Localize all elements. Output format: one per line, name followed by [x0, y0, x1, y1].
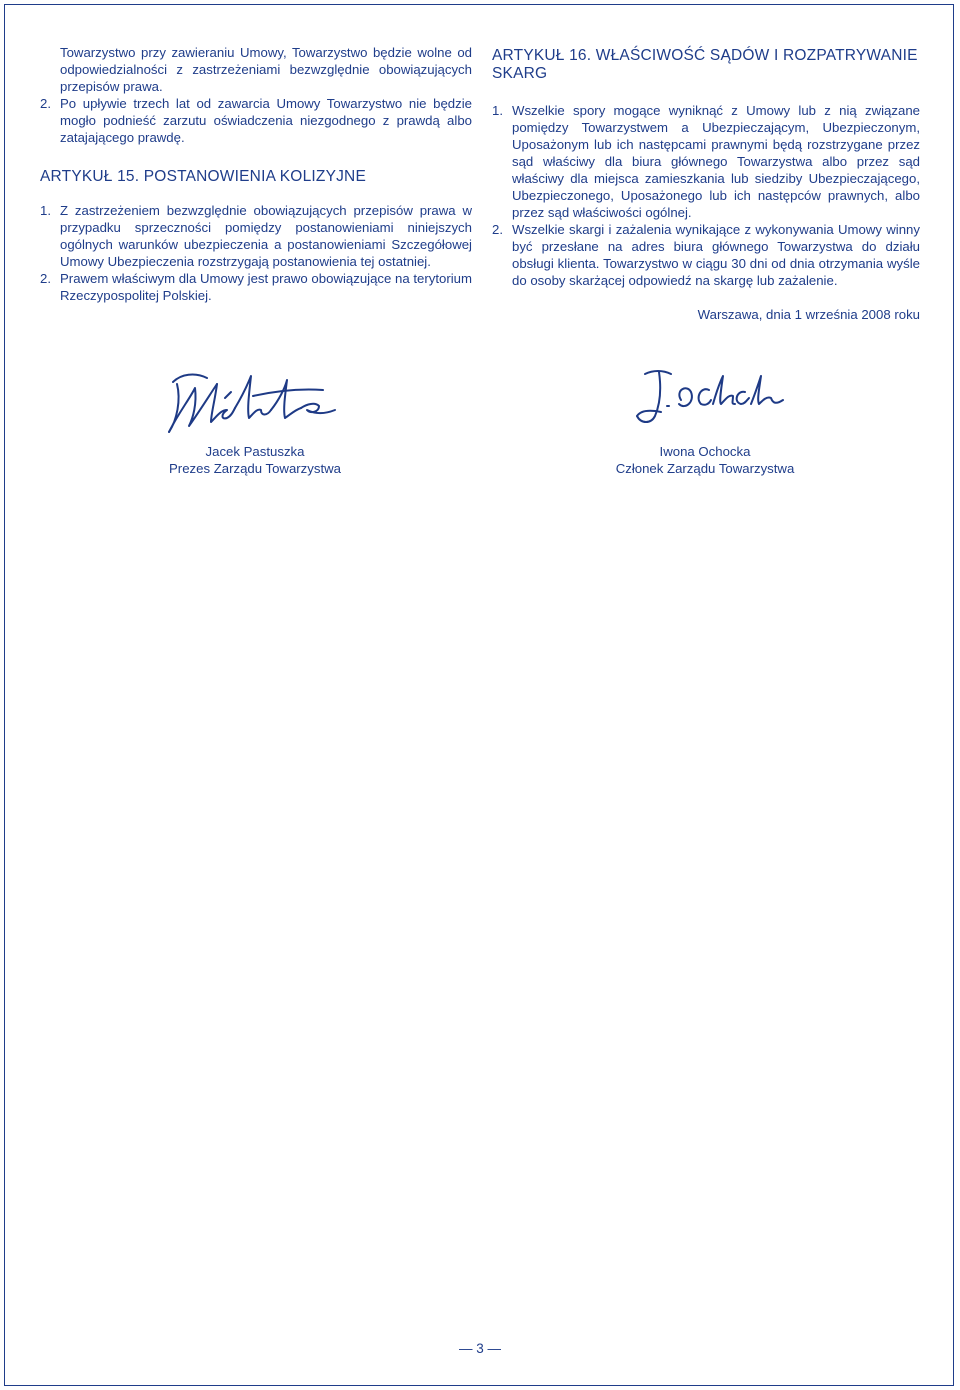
left-column	[40, 44, 472, 304]
article-16-heading: ARTYKUŁ 16. WŁAŚCIWOŚĆ SĄDÓW I ROZPATRYWANIE SKARG	[492, 47, 918, 82]
signature-jacek-pastuszka	[155, 360, 355, 442]
list-item-number: 2.	[40, 96, 51, 111]
article-16-list	[492, 102, 920, 289]
article-15-heading: ARTYKUŁ 15. POSTANOWIENIA KOLIZYJNE	[40, 168, 366, 185]
signature-block-right	[600, 360, 810, 477]
list-item-text: Prawem właściwym dla Umowy jest prawo obowiązujące na terytorium Rzeczypospolitej Polskiej.	[60, 271, 472, 303]
list-item	[492, 102, 920, 221]
list-item-number: 1.	[492, 103, 503, 118]
list-item	[40, 95, 472, 146]
list-item	[492, 221, 920, 289]
page-number: — 3 —	[458, 1341, 501, 1356]
list-item-text: Z zastrzeżeniem bezwzględnie obowiązujących przepisów prawa w przypadku sprzeczności pomiędzy postanowieniami niniejszych ogólnych warunków ubezpieczenia a postanowieniami Szczegółowej Umowy Ubezpieczenia rozstrzygają postanowienia tej ostatniej.	[60, 203, 472, 269]
list-item-text: Wszelkie spory mogące wyniknąć z Umowy lub z nią związane pomiędzy Towarzystwem a Ubezpieczającym, Ubezpieczonym, Uposażonym lub ich następcami prawnymi będą rozstrzygane przez sąd właściwy dla biura głównego Towarzystwa albo przez sąd właściwy dla miejsca zamieszkania lub siedziby Ubezpieczającego, Ubezpieczonego, Uposażonego lub ich następców prawnych, albo przez sąd właściwości ogólnej.	[512, 103, 920, 220]
date-line: Warszawa, dnia 1 września 2008 roku	[697, 307, 920, 322]
right-column	[492, 44, 920, 323]
signature-block-left	[150, 360, 360, 477]
list-item-text: Wszelkie skargi i zażalenia wynikające z wykonywania Umowy winny być przesłane na adres biura głównego Towarzystwa do działu obsługi klienta. Towarzystwo w ciągu 30 dni od dnia otrzymania wyśle do osoby skarżącej odpowiedź na skargę lub zażalenie.	[512, 222, 920, 288]
signatory-title: Prezes Zarządu Towarzystwa	[169, 461, 341, 476]
signatory-name: Iwona Ochocka	[659, 444, 751, 459]
list-item-number: 2.	[492, 222, 503, 237]
list-item	[40, 270, 472, 304]
list-item	[40, 202, 472, 270]
list-item-number: 1.	[40, 203, 51, 218]
signatory-title: Członek Zarządu Towarzystwa	[615, 461, 795, 476]
signature-iwona-ochocka	[605, 360, 805, 442]
signatory-name: Jacek Pastuszka	[205, 444, 305, 459]
continued-paragraph: Towarzystwo przy zawieraniu Umowy, Towarzystwo będzie wolne od odpowiedzialności z zastrzeżeniami bezwzględnie obowiązujących przepisów prawa.	[60, 45, 472, 94]
list-item-number: 2.	[40, 271, 51, 286]
list-item-text: Po upływie trzech lat od zawarcia Umowy Towarzystwo nie będzie mogło podnieść zarzutu oświadczenia niezgodnego z prawdą albo zatajającego prawdę.	[60, 96, 472, 145]
article-15-list	[40, 202, 472, 304]
